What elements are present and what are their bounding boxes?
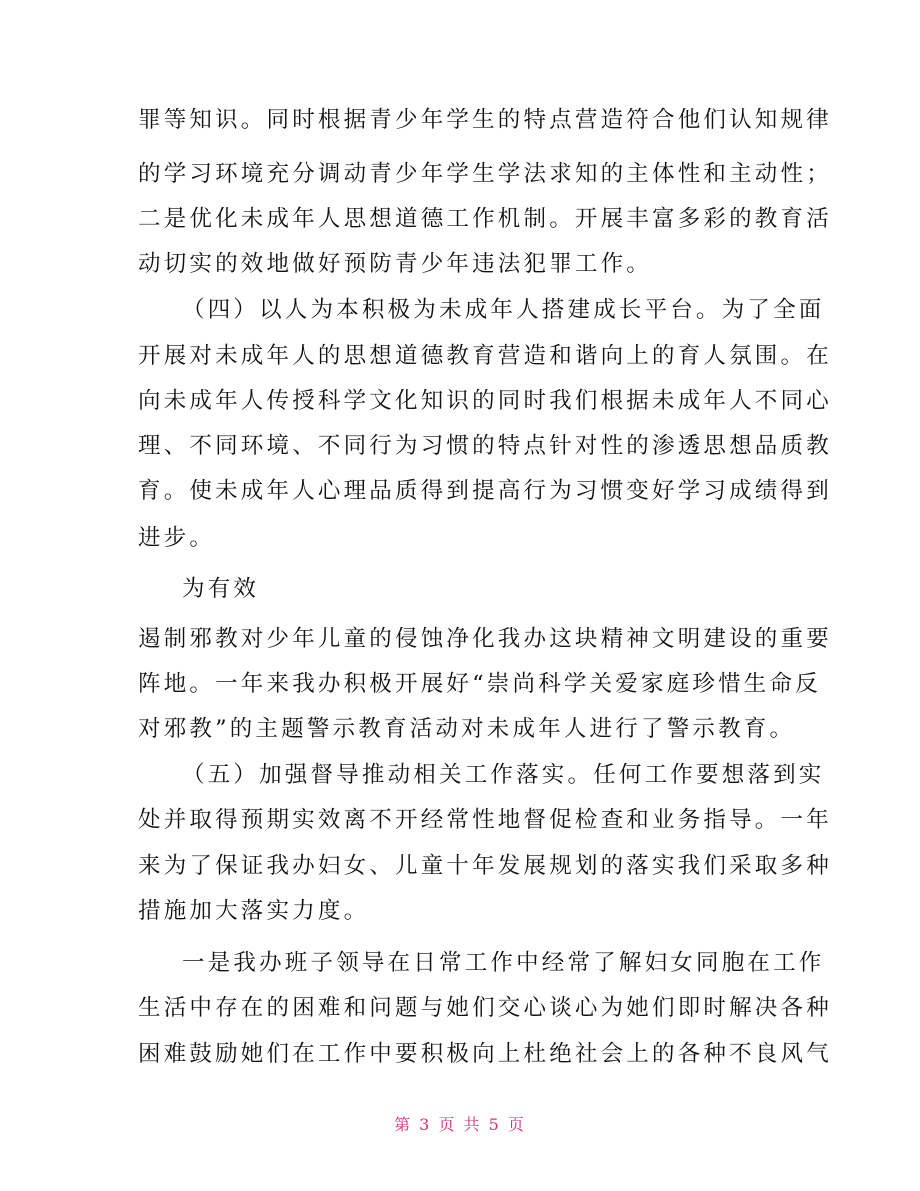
text-line: 罪等知识。同时根据青少年学生的特点营造符合他们认知规律 <box>138 107 832 133</box>
text-line: 开展对未成年人的思想道德教育营造和谐向上的育人氛围。在 <box>138 343 832 369</box>
text-line: 的学习环境充分调动青少年学生学法求知的主体性和主动性； <box>138 161 832 187</box>
text-line: 理、不同环境、不同行为习惯的特点针对性的渗透思想品质教 <box>138 433 832 459</box>
text-line: 对邪教”的主题警示教育活动对未成年人进行了警示教育。 <box>138 716 796 742</box>
text-line: 生活中存在的困难和问题与她们交心谈心为她们即时解决各种 <box>138 995 832 1021</box>
page-footer <box>0 1112 920 1135</box>
text-line: 处并取得预期实效离不开经常性地督促检查和业务指导。一年 <box>138 807 832 833</box>
text-line: 为有效 <box>182 576 260 602</box>
text-line: 一是我办班子领导在日常工作中经常了解妇女同胞在工作 <box>182 950 825 976</box>
text-line: 阵地。一年来我办积极开展好“崇尚科学关爱家庭珍惜生命反 <box>138 671 821 697</box>
text-line: 遏制邪教对少年儿童的侵蚀净化我办这块精神文明建设的重要 <box>138 626 832 652</box>
text-line: 育。使未成年人心理品质得到提高行为习惯变好学习成绩得到 <box>138 478 832 504</box>
text-line: 困难鼓励她们在工作中要积极向上杜绝社会上的各种不良风气 <box>138 1041 832 1067</box>
paragraph-heading-5: （五）加强督导推动相关工作落实。任何工作要想落到实 <box>182 762 825 788</box>
text-line: 动切实的效地做好预防青少年违法犯罪工作。 <box>138 251 653 277</box>
paragraph-heading-4: （四）以人为本积极为未成年人搭建成长平台。为了全面 <box>182 297 825 323</box>
text-line: 进步。 <box>138 525 216 551</box>
text-line: 来为了保证我办妇女、儿童十年发展规划的落实我们采取多种 <box>138 853 832 879</box>
page-number-label: 第 3 页 共 5 页 <box>394 1115 526 1134</box>
text-line: 向未成年人传授科学文化知识的同时我们根据未成年人不同心 <box>138 388 832 414</box>
text-line: 二是优化未成年人思想道德工作机制。开展丰富多彩的教育活 <box>138 206 832 232</box>
text-line: 措施加大落实力度。 <box>138 898 370 924</box>
